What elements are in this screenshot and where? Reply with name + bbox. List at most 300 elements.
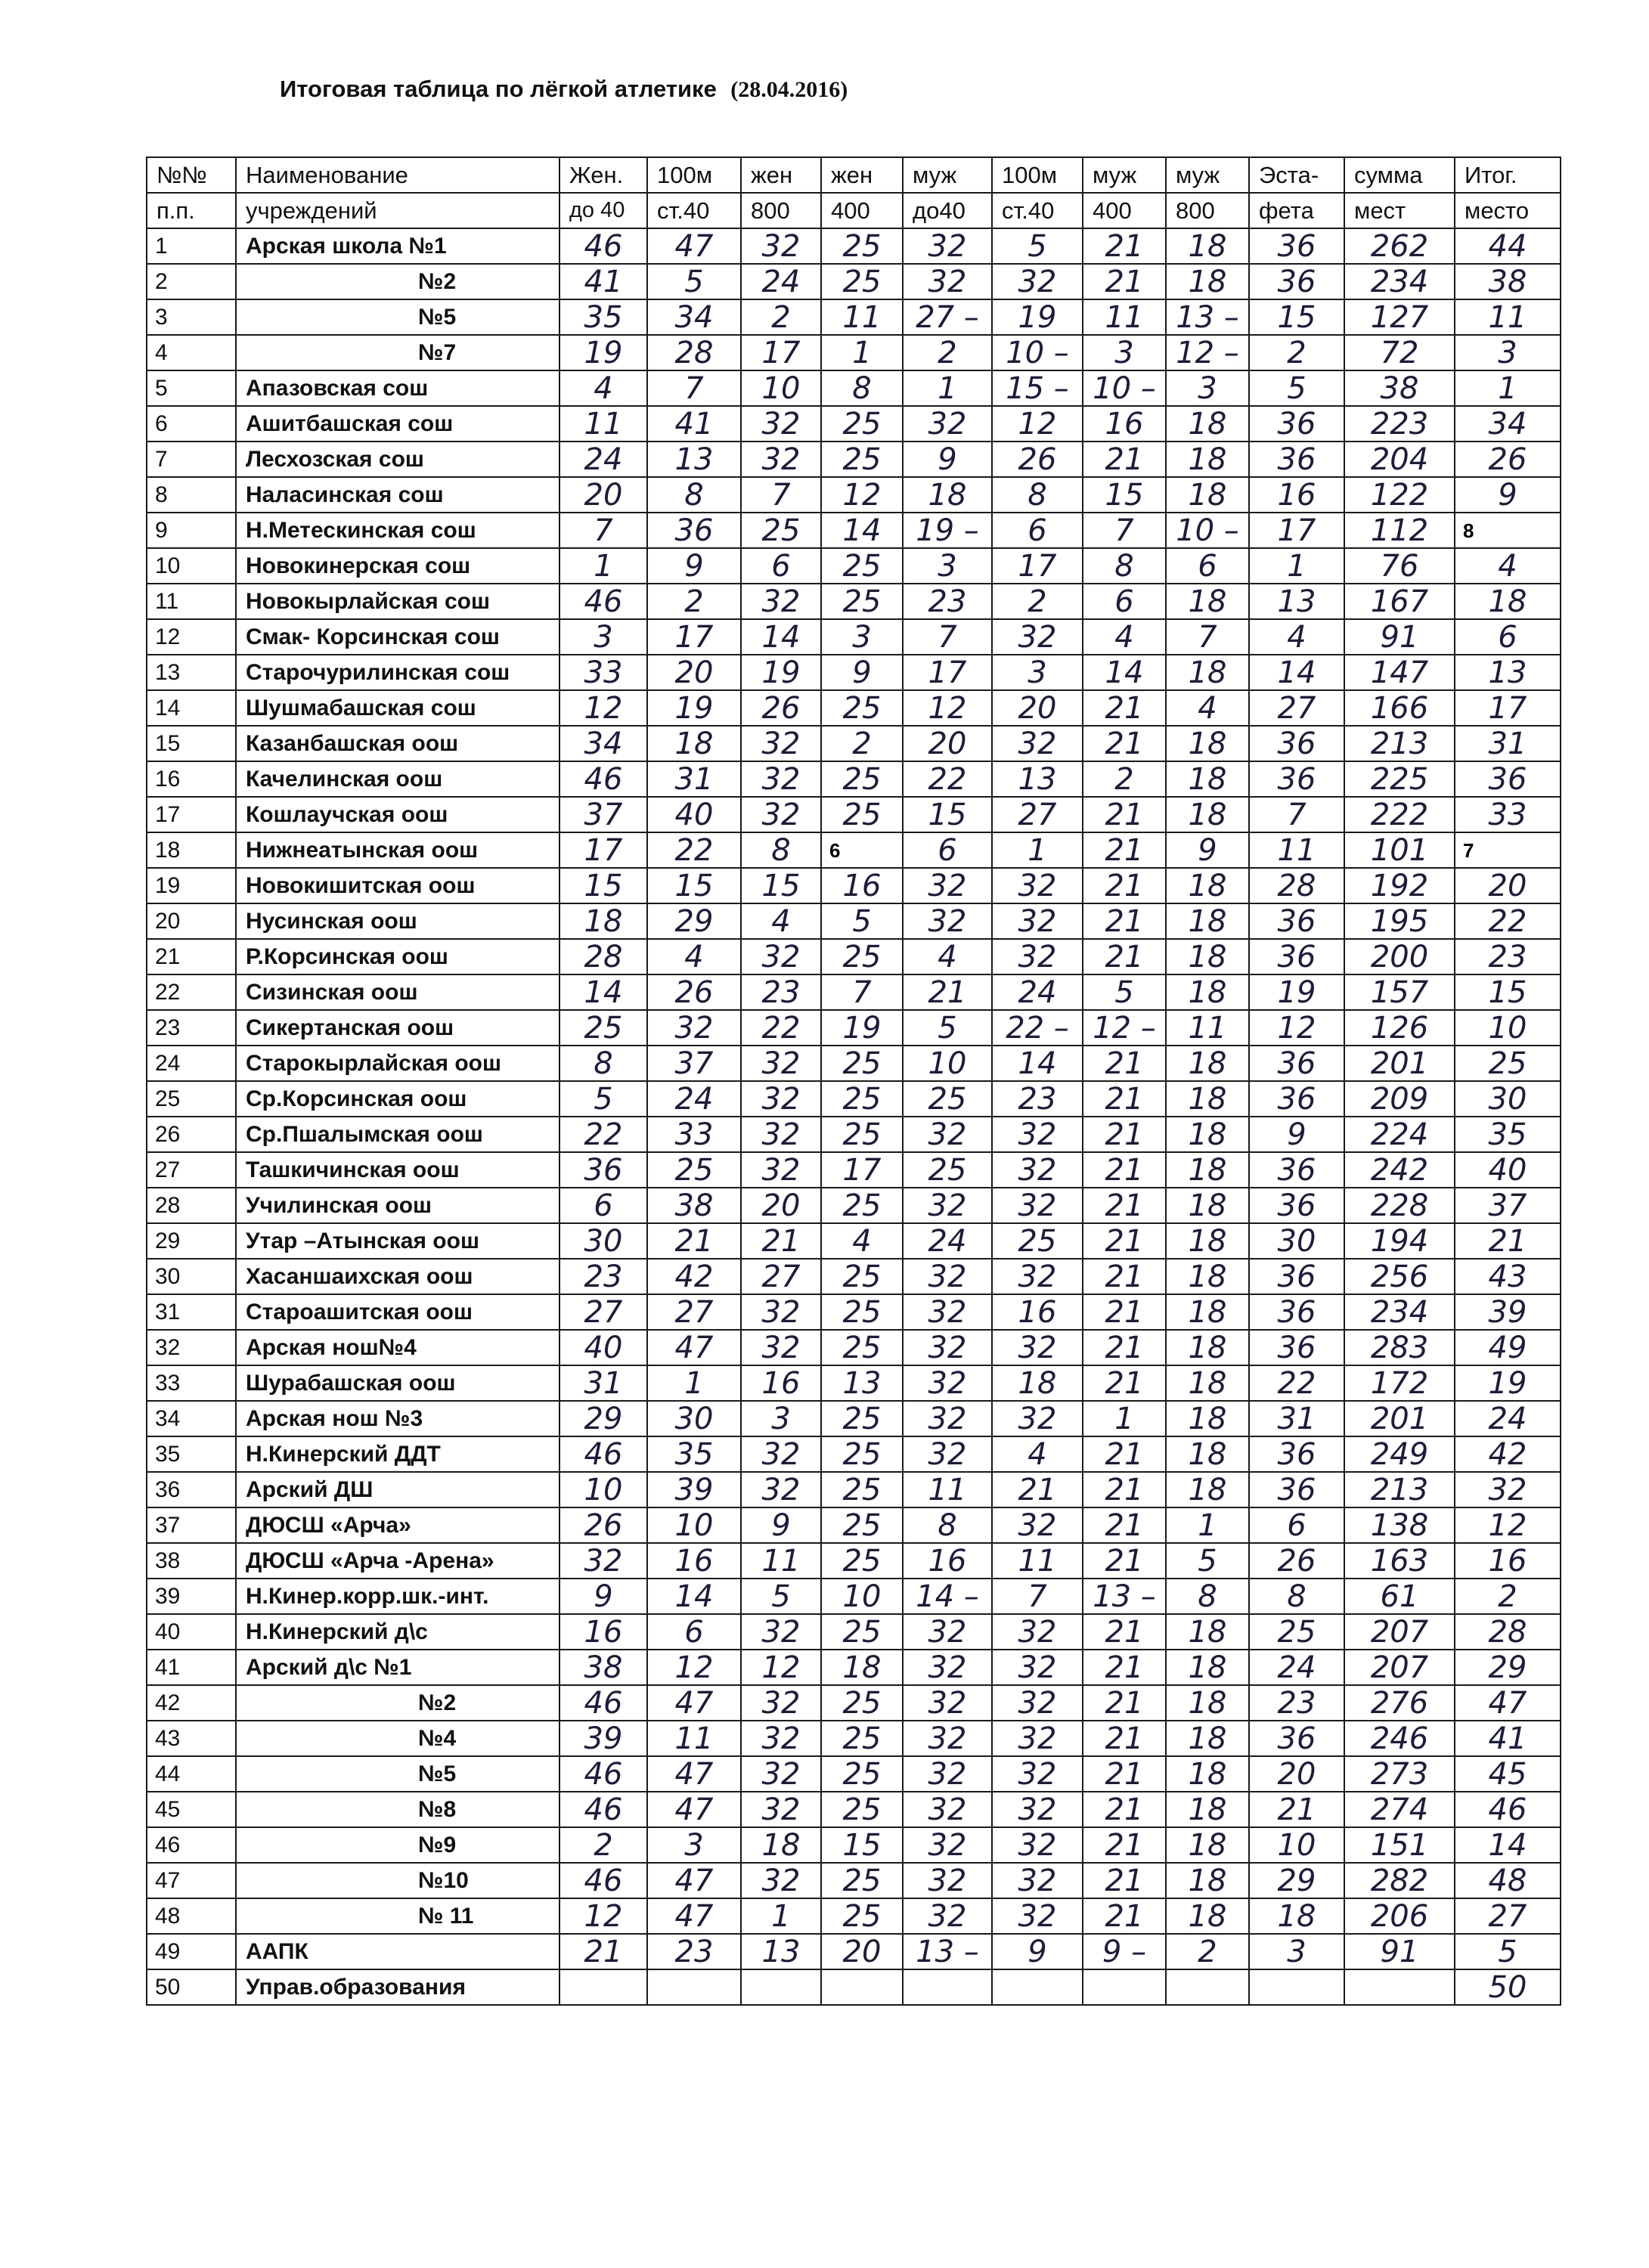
cell-m800: 18: [1166, 1188, 1249, 1223]
cell-w400: 18: [821, 1650, 903, 1685]
cell-w400: 25: [821, 1898, 903, 1934]
cell-w-40: 3: [559, 619, 647, 655]
table-row: [147, 1579, 1561, 1614]
cell-relay: 20: [1249, 1756, 1344, 1792]
cell-sum: 126: [1344, 1010, 1455, 1046]
cell-sum: 246: [1344, 1721, 1455, 1756]
cell-sum: 223: [1344, 406, 1455, 442]
cell-sum: 282: [1344, 1863, 1455, 1898]
header-bottom-m400: 400: [1083, 193, 1166, 228]
cell-relay: 36: [1249, 406, 1344, 442]
cell-m-40: 32: [903, 1685, 992, 1721]
cell-w-40: 5: [559, 1081, 647, 1117]
cell-w100-40: 28: [647, 335, 741, 370]
cell-w800: 32: [741, 1685, 821, 1721]
cell-sum: 127: [1344, 299, 1455, 335]
institution-name: Новокырлайская сош: [236, 584, 559, 619]
cell-m800: 6: [1166, 548, 1249, 584]
table-row: [147, 1010, 1561, 1046]
cell-m400: 5: [1083, 974, 1166, 1010]
cell-m100-40: 12: [992, 406, 1083, 442]
cell-w400: 25: [821, 406, 903, 442]
table-row: [147, 1188, 1561, 1223]
row-number: 19: [147, 868, 236, 903]
row-number: 6: [147, 406, 236, 442]
row-number: 38: [147, 1543, 236, 1579]
row-number: 50: [147, 1969, 236, 2005]
cell-m-40: 3: [903, 548, 992, 584]
cell-w-40: 19: [559, 335, 647, 370]
cell-w800: 3: [741, 1401, 821, 1436]
cell-relay: 36: [1249, 1721, 1344, 1756]
cell-w400: 25: [821, 442, 903, 477]
cell-sum: 283: [1344, 1330, 1455, 1365]
cell-m100-40: 32: [992, 939, 1083, 974]
cell-w-40: 46: [559, 1685, 647, 1721]
institution-name: Н.Кинерский д\с: [236, 1614, 559, 1650]
cell-relay: 4: [1249, 619, 1344, 655]
cell-w-40: [559, 1969, 647, 2005]
cell-w-40: 46: [559, 228, 647, 264]
row-number: 33: [147, 1365, 236, 1401]
institution-name: Смак- Корсинская сош: [236, 619, 559, 655]
cell-m100-40: 22 –: [992, 1010, 1083, 1046]
table-row: [147, 1046, 1561, 1081]
cell-place: 4: [1455, 548, 1561, 584]
cell-w-40: 25: [559, 1010, 647, 1046]
cell-m100-40: 32: [992, 1863, 1083, 1898]
cell-place: 24: [1455, 1401, 1561, 1436]
cell-w100-40: 47: [647, 1863, 741, 1898]
cell-w100-40: 10: [647, 1507, 741, 1543]
cell-m100-40: 32: [992, 1898, 1083, 1934]
cell-w400: 14: [821, 513, 903, 548]
header-bottom-m100-40: ст.40: [992, 193, 1083, 228]
cell-relay: 36: [1249, 264, 1344, 299]
cell-w800: 11: [741, 1543, 821, 1579]
cell-m400: 21: [1083, 1152, 1166, 1188]
cell-sum: 157: [1344, 974, 1455, 1010]
cell-relay: 17: [1249, 513, 1344, 548]
table-row: [147, 619, 1561, 655]
cell-sum: 76: [1344, 548, 1455, 584]
cell-m400: 21: [1083, 832, 1166, 868]
cell-sum: 91: [1344, 619, 1455, 655]
cell-relay: 5: [1249, 370, 1344, 406]
cell-sum: 274: [1344, 1792, 1455, 1827]
cell-m100-40: 32: [992, 1117, 1083, 1152]
cell-place: 26: [1455, 442, 1561, 477]
cell-m-40: 32: [903, 1401, 992, 1436]
table-row: [147, 974, 1561, 1010]
cell-m-40: 32: [903, 1294, 992, 1330]
cell-m800: 18: [1166, 1117, 1249, 1152]
cell-relay: 8: [1249, 1579, 1344, 1614]
cell-w400: 25: [821, 761, 903, 797]
cell-w400: 16: [821, 868, 903, 903]
cell-m-40: 9: [903, 442, 992, 477]
cell-w400: 19: [821, 1010, 903, 1046]
cell-w800: 26: [741, 690, 821, 726]
cell-m800: 18: [1166, 264, 1249, 299]
cell-w100-40: 11: [647, 1721, 741, 1756]
row-number: 48: [147, 1898, 236, 1934]
institution-name: Ср.Корсинская оош: [236, 1081, 559, 1117]
institution-name: Управ.образования: [236, 1969, 559, 2005]
cell-m800: 18: [1166, 1472, 1249, 1507]
cell-m400: 21: [1083, 797, 1166, 832]
cell-place: 27: [1455, 1898, 1561, 1934]
cell-sum: 276: [1344, 1685, 1455, 1721]
cell-w800: 14: [741, 619, 821, 655]
cell-w400: 25: [821, 1117, 903, 1152]
institution-name: Арская нош№4: [236, 1330, 559, 1365]
cell-relay: 36: [1249, 1046, 1344, 1081]
row-number: 42: [147, 1685, 236, 1721]
document-title: [280, 76, 848, 103]
cell-w800: 18: [741, 1827, 821, 1863]
cell-m400: 21: [1083, 1223, 1166, 1259]
institution-name: Арская нош №3: [236, 1401, 559, 1436]
cell-m100-40: 27: [992, 797, 1083, 832]
cell-m800: 18: [1166, 1401, 1249, 1436]
cell-w100-40: 6: [647, 1614, 741, 1650]
cell-m100-40: 32: [992, 1152, 1083, 1188]
cell-m800: 13 –: [1166, 299, 1249, 335]
cell-sum: 273: [1344, 1756, 1455, 1792]
cell-w400: 4: [821, 1223, 903, 1259]
cell-place: 42: [1455, 1436, 1561, 1472]
cell-m800: 7: [1166, 619, 1249, 655]
cell-m-40: 15: [903, 797, 992, 832]
cell-w100-40: 13: [647, 442, 741, 477]
table-row: [147, 584, 1561, 619]
cell-w-40: 35: [559, 299, 647, 335]
cell-m100-40: 32: [992, 1827, 1083, 1863]
cell-m100-40: 2: [992, 584, 1083, 619]
cell-m800: 18: [1166, 655, 1249, 690]
cell-w-40: 24: [559, 442, 647, 477]
cell-w-40: 6: [559, 1188, 647, 1223]
cell-relay: 28: [1249, 868, 1344, 903]
row-number: 29: [147, 1223, 236, 1259]
cell-m100-40: 10 –: [992, 335, 1083, 370]
table-row: [147, 477, 1561, 513]
row-number: 24: [147, 1046, 236, 1081]
cell-sum: 167: [1344, 584, 1455, 619]
cell-relay: [1249, 1969, 1344, 2005]
cell-w400: 6: [821, 832, 903, 868]
cell-m800: 18: [1166, 1827, 1249, 1863]
cell-m-40: 32: [903, 1721, 992, 1756]
cell-w-40: 4: [559, 370, 647, 406]
cell-sum: 209: [1344, 1081, 1455, 1117]
cell-place: 38: [1455, 264, 1561, 299]
cell-sum: 72: [1344, 335, 1455, 370]
cell-w100-40: 37: [647, 1046, 741, 1081]
row-number: 40: [147, 1614, 236, 1650]
cell-w100-40: 1: [647, 1365, 741, 1401]
cell-w100-40: 29: [647, 903, 741, 939]
header-bottom-name: учреждений: [236, 193, 559, 228]
cell-w100-40: 36: [647, 513, 741, 548]
cell-m400: 21: [1083, 1507, 1166, 1543]
cell-relay: 25: [1249, 1614, 1344, 1650]
institution-name: Арская школа №1: [236, 228, 559, 264]
cell-w100-40: 17: [647, 619, 741, 655]
table-row: [147, 1330, 1561, 1365]
cell-m100-40: 32: [992, 1188, 1083, 1223]
institution-name: ААПК: [236, 1934, 559, 1969]
cell-w-40: 26: [559, 1507, 647, 1543]
cell-sum: 38: [1344, 370, 1455, 406]
cell-w400: 25: [821, 1046, 903, 1081]
header-top-num: №№: [147, 157, 236, 193]
row-number: 49: [147, 1934, 236, 1969]
header-top-w800: жен: [741, 157, 821, 193]
cell-m100-40: 5: [992, 228, 1083, 264]
cell-w800: 32: [741, 1436, 821, 1472]
cell-w800: 2: [741, 299, 821, 335]
cell-m100-40: 25: [992, 1223, 1083, 1259]
cell-w400: 9: [821, 655, 903, 690]
cell-m400: 21: [1083, 1188, 1166, 1223]
cell-w-40: 10: [559, 1472, 647, 1507]
cell-place: 11: [1455, 299, 1561, 335]
institution-name: Казанбашская оош: [236, 726, 559, 761]
institution-name: Кошлаучская оош: [236, 797, 559, 832]
cell-m800: 18: [1166, 1898, 1249, 1934]
cell-w100-40: 33: [647, 1117, 741, 1152]
cell-relay: 15: [1249, 299, 1344, 335]
institution-name: Ташкичинская оош: [236, 1152, 559, 1188]
header-top-m800: муж: [1166, 157, 1249, 193]
institution-name: №7: [236, 335, 559, 370]
cell-w800: 10: [741, 370, 821, 406]
cell-m400: 21: [1083, 868, 1166, 903]
cell-m800: 18: [1166, 1046, 1249, 1081]
cell-w100-40: 24: [647, 1081, 741, 1117]
cell-w800: 32: [741, 1081, 821, 1117]
cell-w800: 32: [741, 939, 821, 974]
cell-m800: 18: [1166, 939, 1249, 974]
table-row: [147, 939, 1561, 974]
cell-relay: 36: [1249, 1472, 1344, 1507]
cell-w100-40: 15: [647, 868, 741, 903]
cell-m-40: 5: [903, 1010, 992, 1046]
table-row: [147, 264, 1561, 299]
cell-m-40: 32: [903, 903, 992, 939]
table-row: [147, 1934, 1561, 1969]
cell-m400: 21: [1083, 228, 1166, 264]
cell-w-40: 11: [559, 406, 647, 442]
institution-name: № 11: [236, 1898, 559, 1934]
cell-w100-40: 7: [647, 370, 741, 406]
cell-w400: 25: [821, 1081, 903, 1117]
cell-sum: 201: [1344, 1401, 1455, 1436]
header-top-sum: сумма: [1344, 157, 1455, 193]
cell-m-40: 21: [903, 974, 992, 1010]
institution-name: №9: [236, 1827, 559, 1863]
row-number: 2: [147, 264, 236, 299]
cell-m800: 18: [1166, 1863, 1249, 1898]
table-row: [147, 903, 1561, 939]
cell-place: 36: [1455, 761, 1561, 797]
institution-name: №2: [236, 264, 559, 299]
cell-w400: [821, 1969, 903, 2005]
cell-m400: 21: [1083, 1294, 1166, 1330]
cell-w100-40: 5: [647, 264, 741, 299]
cell-m100-40: 7: [992, 1579, 1083, 1614]
institution-name: №4: [236, 1721, 559, 1756]
header-top-w-40: Жен.: [559, 157, 647, 193]
cell-w400: 25: [821, 1507, 903, 1543]
cell-m400: 21: [1083, 939, 1166, 974]
cell-m-40: 25: [903, 1081, 992, 1117]
cell-m100-40: 18: [992, 1365, 1083, 1401]
header-bottom-w400: 400: [821, 193, 903, 228]
row-number: 32: [147, 1330, 236, 1365]
cell-w100-40: 8: [647, 477, 741, 513]
cell-m100-40: 32: [992, 1401, 1083, 1436]
institution-name: Утар –Атынская оош: [236, 1223, 559, 1259]
row-number: 34: [147, 1401, 236, 1436]
cell-relay: 1: [1249, 548, 1344, 584]
cell-w-40: 38: [559, 1650, 647, 1685]
cell-m-40: 19 –: [903, 513, 992, 548]
cell-m-40: [903, 1969, 992, 2005]
cell-w-40: 12: [559, 690, 647, 726]
cell-m400: 14: [1083, 655, 1166, 690]
cell-m800: 9: [1166, 832, 1249, 868]
table-row: [147, 1756, 1561, 1792]
cell-m100-40: 3: [992, 655, 1083, 690]
cell-relay: 36: [1249, 1188, 1344, 1223]
cell-w-40: 40: [559, 1330, 647, 1365]
table-row: [147, 1401, 1561, 1436]
cell-w400: 25: [821, 264, 903, 299]
cell-m-40: 12: [903, 690, 992, 726]
cell-m400: 21: [1083, 442, 1166, 477]
cell-sum: 213: [1344, 1472, 1455, 1507]
cell-place: 16: [1455, 1543, 1561, 1579]
cell-m400: 8: [1083, 548, 1166, 584]
cell-w400: 25: [821, 939, 903, 974]
cell-w800: 32: [741, 1614, 821, 1650]
table-row: [147, 1081, 1561, 1117]
header-top-relay: Эста-: [1249, 157, 1344, 193]
cell-m800: 18: [1166, 1294, 1249, 1330]
cell-relay: 12: [1249, 1010, 1344, 1046]
cell-m100-40: 20: [992, 690, 1083, 726]
cell-m400: 10 –: [1083, 370, 1166, 406]
institution-name: №10: [236, 1863, 559, 1898]
cell-m-40: 14 –: [903, 1579, 992, 1614]
header-row-bottom: [147, 193, 1561, 228]
cell-m400: 21: [1083, 1898, 1166, 1934]
institution-name: №8: [236, 1792, 559, 1827]
cell-w800: 24: [741, 264, 821, 299]
header-row-top: [147, 157, 1561, 193]
cell-m400: 21: [1083, 264, 1166, 299]
cell-m100-40: [992, 1969, 1083, 2005]
row-number: 15: [147, 726, 236, 761]
cell-m-40: 10: [903, 1046, 992, 1081]
cell-relay: 36: [1249, 228, 1344, 264]
cell-w-40: 46: [559, 1792, 647, 1827]
cell-place: 2: [1455, 1579, 1561, 1614]
cell-sum: 166: [1344, 690, 1455, 726]
cell-relay: 36: [1249, 726, 1344, 761]
cell-sum: 224: [1344, 1117, 1455, 1152]
table-row: [147, 1685, 1561, 1721]
cell-sum: 138: [1344, 1507, 1455, 1543]
table-row: [147, 1614, 1561, 1650]
header-bottom-relay: фета: [1249, 193, 1344, 228]
row-number: 25: [147, 1081, 236, 1117]
cell-w800: 32: [741, 1863, 821, 1898]
cell-sum: 213: [1344, 726, 1455, 761]
cell-w800: 32: [741, 442, 821, 477]
table-row: [147, 1472, 1561, 1507]
row-number: 43: [147, 1721, 236, 1756]
cell-m800: 18: [1166, 1614, 1249, 1650]
cell-relay: 36: [1249, 903, 1344, 939]
cell-w400: 25: [821, 1863, 903, 1898]
row-number: 4: [147, 335, 236, 370]
cell-m800: 18: [1166, 761, 1249, 797]
cell-w800: 32: [741, 1294, 821, 1330]
institution-name: Наласинская сош: [236, 477, 559, 513]
cell-relay: 36: [1249, 1152, 1344, 1188]
institution-name: Новокишитская оош: [236, 868, 559, 903]
cell-m800: 5: [1166, 1543, 1249, 1579]
cell-m400: 21: [1083, 726, 1166, 761]
cell-place: 44: [1455, 228, 1561, 264]
cell-m-40: 17: [903, 655, 992, 690]
cell-m400: 6: [1083, 584, 1166, 619]
cell-w800: 32: [741, 1756, 821, 1792]
cell-w-40: 18: [559, 903, 647, 939]
cell-w-40: 46: [559, 584, 647, 619]
cell-sum: 249: [1344, 1436, 1455, 1472]
cell-w800: 20: [741, 1188, 821, 1223]
cell-place: 50: [1455, 1969, 1561, 2005]
cell-w100-40: 25: [647, 1152, 741, 1188]
cell-w-40: 31: [559, 1365, 647, 1401]
cell-m400: 1: [1083, 1401, 1166, 1436]
cell-sum: 234: [1344, 264, 1455, 299]
cell-m100-40: 26: [992, 442, 1083, 477]
cell-w-40: 21: [559, 1934, 647, 1969]
cell-w-40: 46: [559, 1756, 647, 1792]
table-row: [147, 1294, 1561, 1330]
cell-relay: 18: [1249, 1898, 1344, 1934]
cell-relay: 7: [1249, 797, 1344, 832]
row-number: 21: [147, 939, 236, 974]
cell-w800: 5: [741, 1579, 821, 1614]
cell-m800: 18: [1166, 1650, 1249, 1685]
cell-w400: 25: [821, 1188, 903, 1223]
cell-w400: 25: [821, 1685, 903, 1721]
cell-w-40: 15: [559, 868, 647, 903]
cell-w800: 27: [741, 1259, 821, 1294]
institution-name: Хасаншаихская оош: [236, 1259, 559, 1294]
table-row: [147, 690, 1561, 726]
institution-name: Лесхозская сош: [236, 442, 559, 477]
institution-name: Шушмабашская сош: [236, 690, 559, 726]
table-row: [147, 1898, 1561, 1934]
